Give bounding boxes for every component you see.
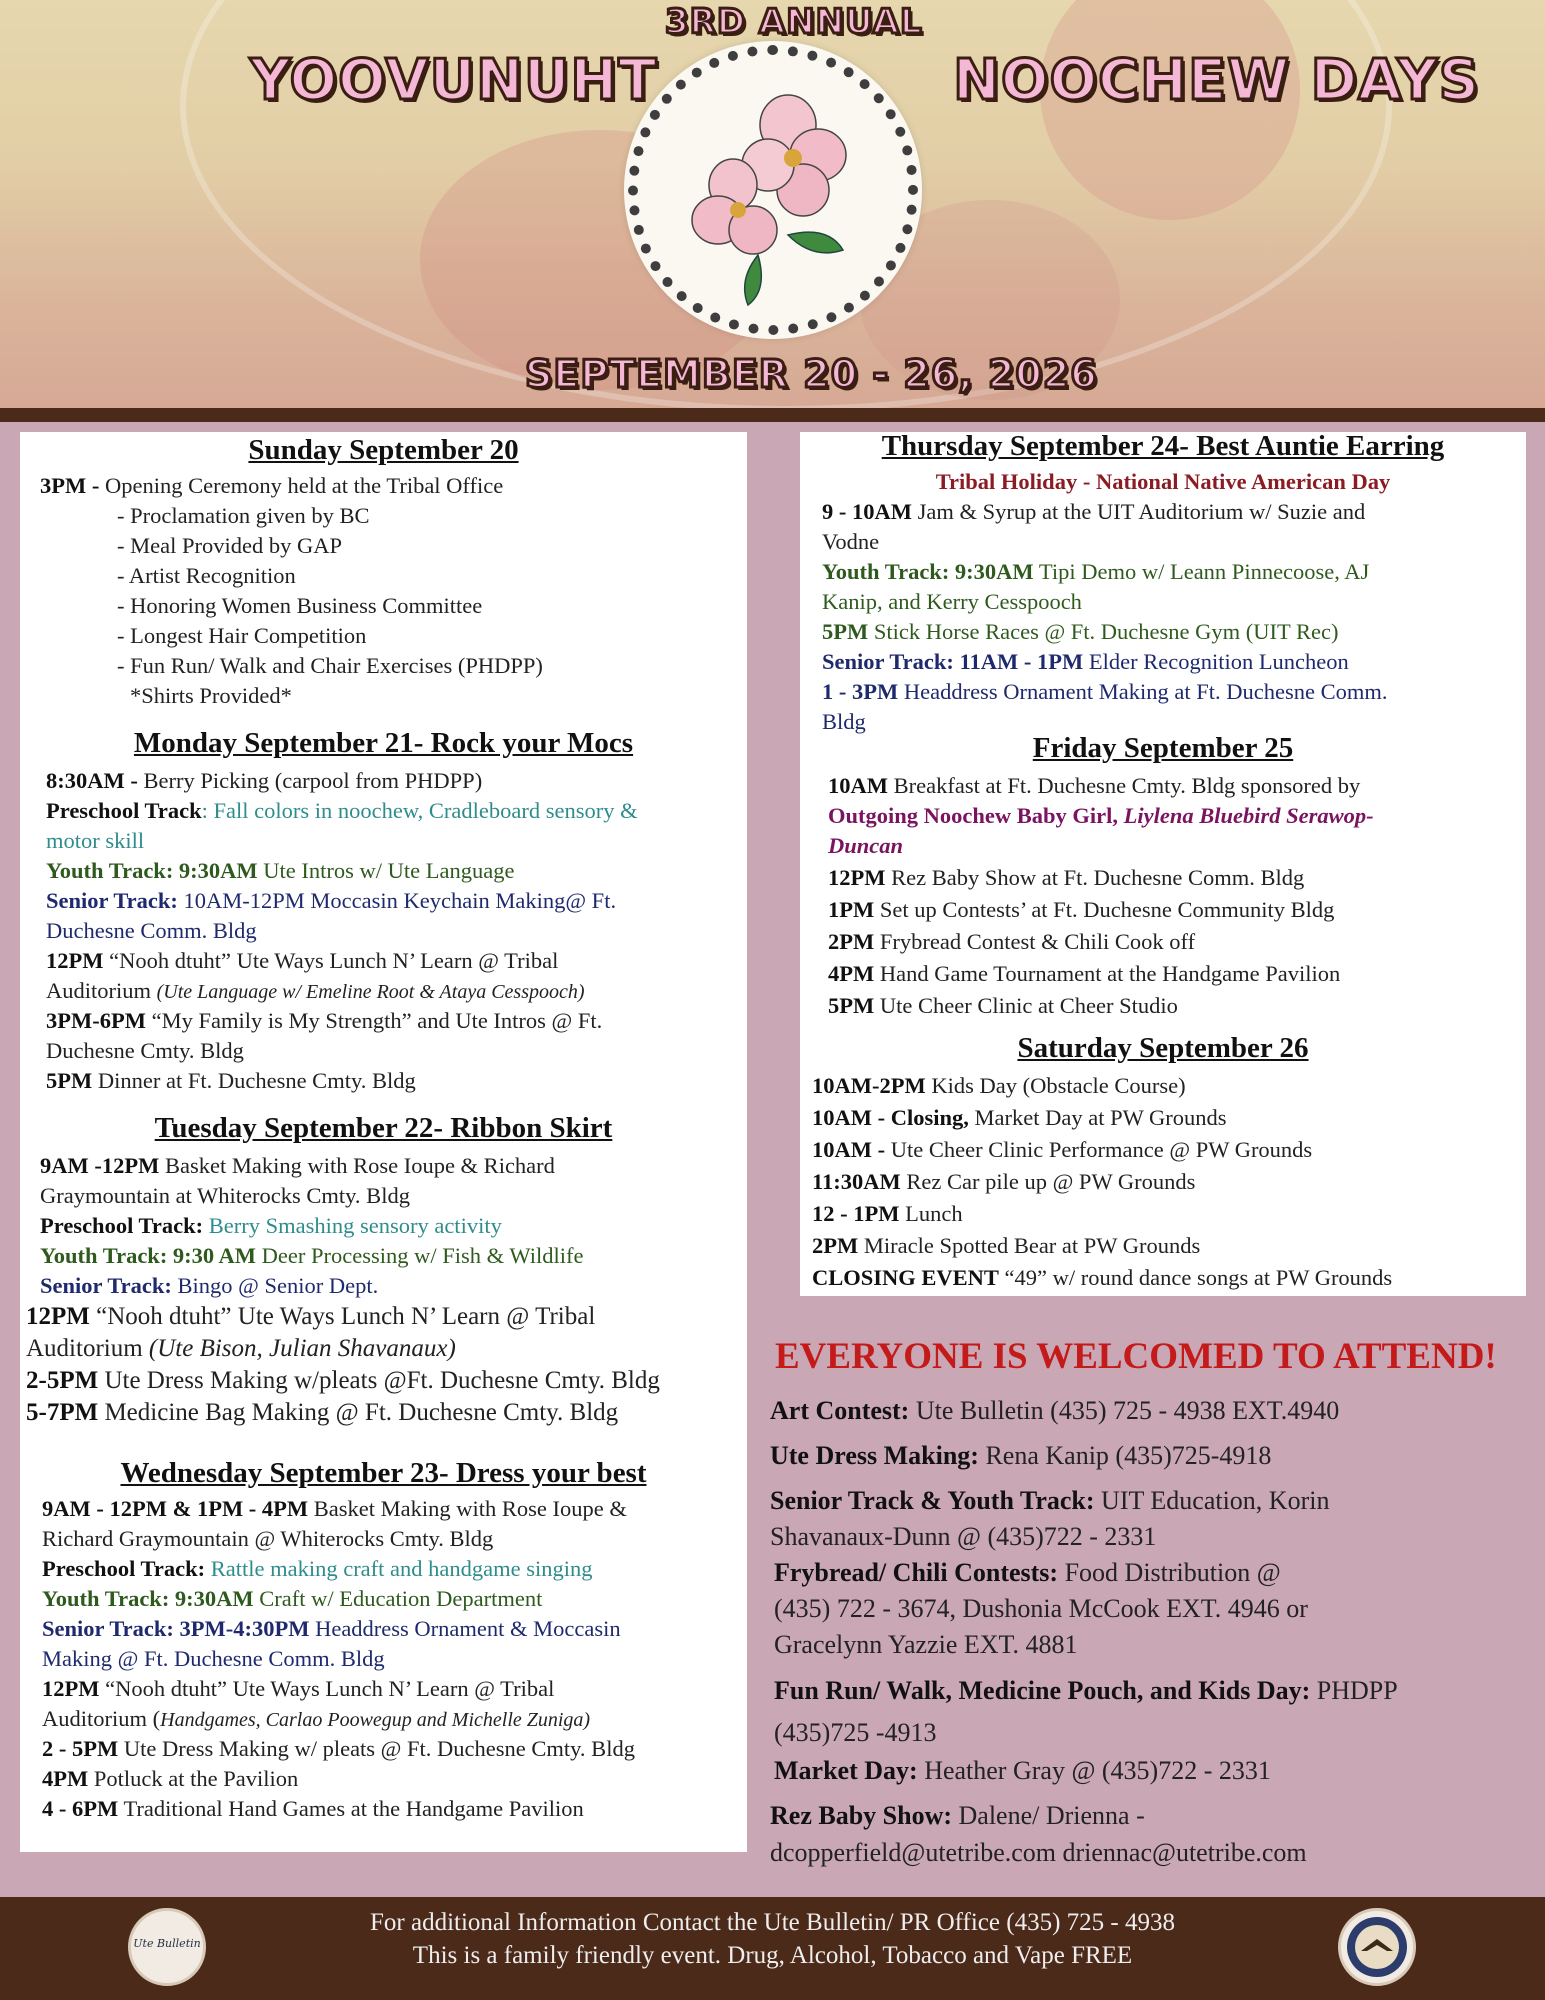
flower-logo xyxy=(628,45,918,335)
tuesday-line: Preschool Track: Berry Smashing sensory activity xyxy=(40,1213,502,1238)
friday-line: 5PM Ute Cheer Clinic at Cheer Studio xyxy=(828,993,1178,1018)
monday-line: 5PM Dinner at Ft. Duchesne Cmty. Bldg xyxy=(46,1068,416,1093)
wednesday-line: Preschool Track: Rattle making craft and handgame singing xyxy=(42,1556,593,1581)
saturday-line: 10AM - Closing, Market Day at PW Grounds xyxy=(812,1105,1227,1130)
sunday-line: 3PM - Opening Ceremony held at the Tribal Office xyxy=(40,473,504,498)
tuesday-line: Senior Track: Bingo @ Senior Dept. xyxy=(40,1273,379,1298)
schedule-right-panel xyxy=(800,432,1526,1296)
thursday-holiday: Tribal Holiday - National Native American Day xyxy=(935,469,1391,494)
contact-rez-baby-emails: dcopperfield@utetribe.com driennac@utetribe.com xyxy=(770,1838,1307,1867)
flower-icon xyxy=(638,55,908,325)
monday-line: Duchesne Cmty. Bldg xyxy=(46,1038,244,1063)
tuesday-line: 12PM “Nooh dtuht” Ute Ways Lunch N’ Learn @ Tribal xyxy=(26,1303,596,1330)
contact-art: Art Contest: Ute Bulletin (435) 725 - 4938 EXT.4940 xyxy=(770,1396,1340,1425)
friday-line: 1PM Set up Contests’ at Ft. Duchesne Community Bldg xyxy=(828,897,1335,922)
contact-fun-run-cont: (435)725 -4913 xyxy=(774,1718,937,1747)
sunday-line: - Fun Run/ Walk and Chair Exercises (PHDPP) xyxy=(117,653,543,678)
schedule-left-panel xyxy=(20,432,747,1852)
contact-market: Market Day: Heather Gray @ (435)722 - 2331 xyxy=(774,1756,1271,1785)
footer-policy-line: This is a family friendly event. Drug, Alcohol, Tobacco and Vape FREE xyxy=(412,1942,1133,1969)
contact-dress: Ute Dress Making: Rena Kanip (435)725-4918 xyxy=(770,1441,1272,1470)
wednesday-line: 2 - 5PM Ute Dress Making w/ pleats @ Ft. Duchesne Cmty. Bldg xyxy=(42,1736,635,1761)
saturday-line: 10AM-2PM Kids Day (Obstacle Course) xyxy=(812,1073,1186,1098)
tuesday-line: Graymountain at Whiterocks Cmty. Bldg xyxy=(40,1183,410,1208)
left-title: YOOVUNUHT xyxy=(250,48,658,113)
friday-line: 12PM Rez Baby Show at Ft. Duchesne Comm. Bldg xyxy=(828,865,1305,890)
wednesday-line: Richard Graymountain @ Whiterocks Cmty. Bldg xyxy=(42,1526,494,1551)
thursday-line: 9 - 10AM Jam & Syrup at the UIT Auditorium w/ Suzie and xyxy=(822,499,1366,524)
contact-frybread: Frybread/ Chili Contests: Food Distribution @ xyxy=(774,1558,1281,1587)
wednesday-line: Youth Track: 9:30AM Craft w/ Education Department xyxy=(42,1586,543,1611)
sunday-line: - Honoring Women Business Committee xyxy=(117,593,483,618)
event-banner xyxy=(0,0,1545,408)
friday-heading: Friday September 25 xyxy=(1032,732,1294,764)
tuesday-line: Auditorium (Ute Bison, Julian Shavanaux) xyxy=(26,1335,456,1362)
footer-bar xyxy=(0,1897,1545,2000)
saturday-line: 10AM - Ute Cheer Clinic Performance @ PW Grounds xyxy=(812,1137,1313,1162)
wednesday-line: Making @ Ft. Duchesne Comm. Bldg xyxy=(42,1646,385,1671)
sunday-line: *Shirts Provided* xyxy=(130,683,292,708)
tribal-seal-icon xyxy=(1338,1908,1416,1986)
sunday-line: - Artist Recognition xyxy=(117,563,296,588)
monday-line: Duchesne Comm. Bldg xyxy=(46,918,257,943)
saturday-line: 12 - 1PM Lunch xyxy=(812,1201,963,1226)
monday-line: 8:30AM - Berry Picking (carpool from PHDPP) xyxy=(46,768,483,793)
ute-bulletin-logo-text: Ute Bulletin xyxy=(133,1937,201,1950)
thursday-line: 1 - 3PM Headdress Ornament Making at Ft. Duchesne Comm. xyxy=(822,679,1388,704)
sunday-line: - Proclamation given by BC xyxy=(117,503,370,528)
thursday-line: Senior Track: 11AM - 1PM Elder Recognition Luncheon xyxy=(822,649,1349,674)
saturday-line: 2PM Miracle Spotted Bear at PW Grounds xyxy=(812,1233,1201,1258)
contact-fun-run: Fun Run/ Walk, Medicine Pouch, and Kids Day: PHDPP xyxy=(774,1676,1398,1705)
monday-line: Auditorium (Ute Language w/ Emeline Root & Ataya Cesspooch) xyxy=(46,978,585,1003)
tuesday-heading: Tuesday September 22- Ribbon Skirt xyxy=(154,1112,613,1144)
contact-senior-youth-cont: Shavanaux-Dunn @ (435)722 - 2331 xyxy=(770,1522,1157,1551)
saturday-line: CLOSING EVENT “49” w/ round dance songs at PW Grounds xyxy=(812,1265,1393,1290)
saturday-heading: Saturday September 26 xyxy=(1017,1032,1309,1064)
wednesday-heading: Wednesday September 23- Dress your best xyxy=(120,1457,647,1489)
monday-line: motor skill xyxy=(46,828,145,853)
footer-contact-line: For additional Information Contact the Ute Bulletin/ PR Office (435) 725 - 4938 xyxy=(370,1909,1175,1936)
header-divider xyxy=(0,408,1545,422)
friday-line: 4PM Hand Game Tournament at the Handgame Pavilion xyxy=(828,961,1341,986)
annual-label: 3RD ANNUAL xyxy=(665,2,923,42)
wednesday-line: 4PM Potluck at the Pavilion xyxy=(42,1766,299,1791)
monday-line: 3PM-6PM “My Family is My Strength” and Ute Intros @ Ft. xyxy=(46,1008,603,1033)
right-title: NOOCHEW DAYS xyxy=(953,48,1480,113)
wednesday-line: 4 - 6PM Traditional Hand Games at the Handgame Pavilion xyxy=(42,1796,584,1821)
friday-line: 2PM Frybread Contest & Chili Cook off xyxy=(828,929,1196,954)
tuesday-line: Youth Track: 9:30 AM Deer Processing w/ Fish & Wildlife xyxy=(40,1243,584,1268)
thursday-line: Kanip, and Kerry Cesspooch xyxy=(822,589,1082,614)
wednesday-line: 9AM - 12PM & 1PM - 4PM Basket Making with Rose Ioupe & xyxy=(42,1496,627,1521)
sunday-heading: Sunday September 20 xyxy=(248,434,519,466)
thursday-line: Youth Track: 9:30AM Tipi Demo w/ Leann Pinnecoose, AJ xyxy=(822,559,1370,584)
wednesday-line: 12PM “Nooh dtuht” Ute Ways Lunch N’ Learn @ Tribal xyxy=(42,1676,555,1701)
wednesday-line: Senior Track: 3PM-4:30PM Headdress Ornament & Moccasin xyxy=(42,1616,621,1641)
thursday-line: 5PM Stick Horse Races @ Ft. Duchesne Gym (UIT Rec) xyxy=(822,619,1339,644)
monday-line: Senior Track: 10AM-12PM Moccasin Keychain Making@ Ft. xyxy=(46,888,617,913)
monday-line: 12PM “Nooh dtuht” Ute Ways Lunch N’ Learn @ Tribal xyxy=(46,948,559,973)
ute-bulletin-logo xyxy=(128,1908,206,1986)
contact-frybread-cont: Gracelynn Yazzie EXT. 4881 xyxy=(774,1630,1078,1659)
contact-rez-baby: Rez Baby Show: Dalene/ Drienna - xyxy=(770,1801,1145,1830)
thursday-line: Vodne xyxy=(822,529,880,554)
tuesday-line: 2-5PM Ute Dress Making w/pleats @Ft. Duchesne Cmty. Bldg xyxy=(26,1367,660,1394)
monday-line: Youth Track: 9:30AM Ute Intros w/ Ute Language xyxy=(46,858,515,883)
monday-heading: Monday September 21- Rock your Mocs xyxy=(133,727,634,759)
thursday-heading: Thursday September 24- Best Auntie Earring xyxy=(881,430,1445,462)
wednesday-line: Auditorium (Handgames, Carlao Poowegup and Michelle Zuniga) xyxy=(42,1706,591,1731)
tuesday-line: 9AM -12PM Basket Making with Rose Ioupe & Richard xyxy=(40,1153,555,1178)
monday-line: Preschool Track: Fall colors in noochew, Cradleboard sensory & xyxy=(46,798,638,823)
tuesday-line: 5-7PM Medicine Bag Making @ Ft. Duchesne Cmty. Bldg xyxy=(26,1399,619,1426)
saturday-line: 11:30AM Rez Car pile up @ PW Grounds xyxy=(812,1169,1196,1194)
sunday-line: - Meal Provided by GAP xyxy=(117,533,342,558)
contact-frybread-cont: (435) 722 - 3674, Dushonia McCook EXT. 4946 or xyxy=(774,1594,1308,1623)
friday-line: 10AM Breakfast at Ft. Duchesne Cmty. Bldg sponsored by xyxy=(828,773,1361,798)
friday-line: Duncan xyxy=(828,833,904,858)
thursday-line: Bldg xyxy=(822,709,866,734)
contact-senior-youth: Senior Track & Youth Track: UIT Education, Korin xyxy=(770,1486,1330,1515)
friday-line: Outgoing Noochew Baby Girl, Liylena Bluebird Serawop- xyxy=(828,803,1374,828)
event-dates: SEPTEMBER 20 - 26, 2026 xyxy=(525,352,1098,396)
sunday-line: - Longest Hair Competition xyxy=(117,623,367,648)
eagle-seal-icon xyxy=(1341,1911,1413,1983)
welcome-banner: EVERYONE IS WELCOMED TO ATTEND! xyxy=(775,1336,1497,1377)
